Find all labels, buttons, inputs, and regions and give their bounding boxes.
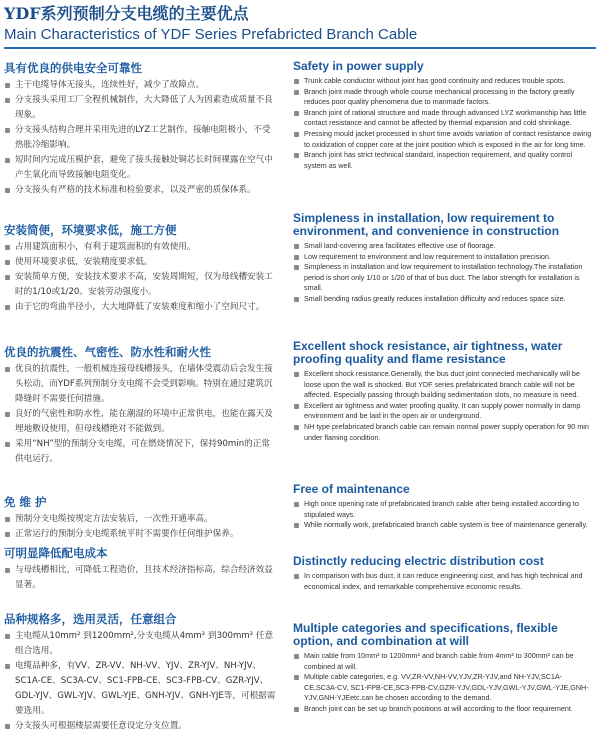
en-bullet-item: Main cable from 10mm² to 1200mm² and branch cable from 4mm² to 300mm² can be combined at will. xyxy=(293,651,595,672)
cn-section xyxy=(4,60,276,198)
cn-section xyxy=(4,344,276,467)
cn-section xyxy=(4,494,276,542)
en-bullet-item: Simpleness in installation and low requirement to installation technology.The installation period is short only 1/10 or 1/20 of that of bus duct. The labor strength for installation is small. xyxy=(293,262,595,294)
en-section-heading: Free of maintenance xyxy=(293,482,410,496)
en-section xyxy=(293,60,595,171)
en-section xyxy=(293,622,595,715)
en-bullet-item: Branch joint of rational structure and made through advanced LYZ workmanship has little contact resistance and cannot be affected by thermal expansion and cold shrinkage. xyxy=(293,108,595,129)
en-bullet-item: Trunk cable conductor without joint has good continuity and reduces trouble spots. xyxy=(293,76,595,87)
en-section-heading: Distinctly reducing electric distribution cost xyxy=(293,554,544,568)
en-bullet-item: Branch joint has strict technical standard, inspection requirement, and quality control system as well. xyxy=(293,150,595,171)
en-section-heading: Multiple categories and specifications, flexible option, and combination at will xyxy=(293,621,558,648)
cn-bullet-item: 与母线槽相比，可降低工程造价，且技术经济指标高，综合经济效益显著。 xyxy=(4,563,276,593)
en-section xyxy=(293,212,595,305)
en-section xyxy=(293,483,595,531)
cn-bullet-list xyxy=(4,629,276,734)
cn-bullet-item: 分支接头有严格的技术标准和检验要求，以及严密的质保体系。 xyxy=(4,183,276,198)
en-bullet-item: Excellent shock resistance.Generally, the bus duct joint connected mechanically will be loose upon the wall is shocked. But YDF series prefabricated branch cable will not be affected. Especially passing through building sedimentation slots, no measure is need. xyxy=(293,369,595,401)
en-bullet-item: In comparison with bus duct, it can reduce engineering cost, and has high technical and economical index, and remarkable comprehensive economic results. xyxy=(293,571,595,592)
cn-section-heading: 可明显降低配电成本 xyxy=(4,546,108,560)
cn-bullet-item: 分支接头结构合理并采用先进的LYZ工艺制作，接触电阻极小，不受热胀冷缩影响。 xyxy=(4,123,276,153)
en-bullet-item: Low requirement to environment and low requirement to installation precision. xyxy=(293,252,595,263)
cn-bullet-item: 短时间内完成压模护套，避免了接头接触处铜芯长时间裸露在空气中产生氧化而导致接触电阻变化。 xyxy=(4,153,276,183)
cn-bullet-list xyxy=(4,240,276,315)
cn-section-heading: 优良的抗震性、气密性、防水性和耐火性 xyxy=(4,345,211,359)
cn-section xyxy=(4,222,276,315)
cn-bullet-list xyxy=(4,78,276,198)
en-bullet-item: Branch joint can be set up branch positions at will according to the floor requirement. xyxy=(293,704,595,715)
cn-section-heading: 品种规格多，选用灵活，任意组合 xyxy=(4,612,177,626)
cn-bullet-item: 主干电缆导体无接头，连续性好，减少了故障点。 xyxy=(4,78,276,93)
en-bullet-item: Pressing mould jacket processed in short time avoids variation of contact resistance owing to oxidization of copper core at the joint position which is exposed in the air for long time. xyxy=(293,129,595,150)
cn-bullet-item: 使用环境要求低，安装精度要求低。 xyxy=(4,255,276,270)
en-bullet-item: While normally work, prefabricated branch cable system is free of maintenance generally. xyxy=(293,520,595,531)
en-bullet-list xyxy=(293,241,595,305)
en-bullet-list xyxy=(293,571,595,592)
cn-bullet-item: 采用“NH”型的预制分支电缆，可在燃烧情况下，保持90min的正常供电运行。 xyxy=(4,437,276,467)
en-bullet-list xyxy=(293,499,595,531)
en-section-heading: Simpleness in installation, low requirement to environment, and convenience in construction xyxy=(293,211,560,238)
cn-bullet-item: 分支接头可根据楼层需要任意设定分支位置。 xyxy=(4,719,276,734)
cn-bullet-item: 电缆品种多，有VV、ZR-VV、NH-VV、YJV、ZR-YJV、NH-YJV、SC1A-CE、SC3A-CV、SC1-FPB-CE、SC3-FPB-CV、GZR-YJV、GDL-YJV、GWL-YJV、GWL-YJE、GNH-YJV、GNH-YJE等，可根据需要选用。 xyxy=(4,659,276,719)
en-section-heading: Safety in power supply xyxy=(293,59,424,73)
cn-bullet-item: 占用建筑面积小，有利于建筑面积的有效使用。 xyxy=(4,240,276,255)
en-bullet-item: Excellent air tightness and water proofing quality. It can supply power normally in damp environment and be laid in the open air or underground. xyxy=(293,401,595,422)
en-bullet-item: Small land-covering area facilitates effective use of floorage. xyxy=(293,241,595,252)
page-header xyxy=(4,4,596,44)
en-section xyxy=(293,340,595,443)
en-section-heading: Excellent shock resistance, air tightness, water proofing quality and flame resistance xyxy=(293,339,563,366)
en-bullet-item: Small bending radius greatly reduces installation difficulty and reduces space size. xyxy=(293,294,595,305)
cn-bullet-list xyxy=(4,362,276,467)
en-bullet-list xyxy=(293,369,595,443)
cn-bullet-item: 预制分支电缆按规定方法安装后，一次性开通率高。 xyxy=(4,512,276,527)
cn-bullet-item: 分支接头采用工厂全程机械制作，大大降低了人为因素造成质量不良现象。 xyxy=(4,93,276,123)
cn-section-heading: 具有优良的供电安全可靠性 xyxy=(4,61,142,75)
cn-section xyxy=(4,545,276,593)
cn-section xyxy=(4,611,276,734)
cn-section-heading: 免 维 护 xyxy=(4,495,47,509)
cn-bullet-list xyxy=(4,563,276,593)
cn-bullet-item: 正常运行的预制分支电缆系统平时不需要作任何维护保养。 xyxy=(4,527,276,542)
cn-bullet-item: 优良的抗震性，一般机械连接母线槽接头，在墙体受震动后会发生接头松动，而YDF系列预制分支电缆不会受到影响。特别在通过建筑沉降缝时不需要任何措施。 xyxy=(4,362,276,407)
cn-bullet-item: 主电缆从10mm² 到1200mm²,分支电缆从4mm² 到300mm² 任意组合选用。 xyxy=(4,629,276,659)
page-title-english: Main Characteristics of YDF Series Prefabricted Branch Cable xyxy=(4,26,418,43)
en-bullet-item: NH type prefabricated branch cable can remain normal power supply operation for 90 min under flaming condition. xyxy=(293,422,595,443)
en-bullet-list xyxy=(293,651,595,715)
cn-bullet-item: 良好的气密性和防水性，能在潮湿的环境中正常供电，也能在露天及埋地敷设使用，但母线槽绝对不能做到。 xyxy=(4,407,276,437)
page-title-chinese: YDF系列预制分支电缆的主要优点 xyxy=(4,4,249,23)
cn-bullet-list xyxy=(4,512,276,542)
cn-bullet-item: 由于它的弯曲半径小，大大地降低了安装难度和缩小了空间尺寸。 xyxy=(4,300,276,315)
cn-bullet-item: 安装简单方便，安装技术要求不高，安装周期短，仅为母线槽安装工时的1/10或1/20。安装劳动强度小。 xyxy=(4,270,276,300)
en-section xyxy=(293,555,595,592)
en-bullet-item: Multiple cable categories, e.g. VV,ZR-VV,NH-VV,YJV,ZR-YJV,and NH-YJV,SC1A-CE,SC3A-CV, SC1-FPB-CE,SC3-FPB-CV,GZR-YJV,GDL-YJV,GWL-YJV,GWL-YJE,GNH-YJV,GNH-YJEetc.can be chosen according to the demand. xyxy=(293,672,595,704)
header-divider xyxy=(4,47,596,49)
en-bullet-list xyxy=(293,76,595,171)
cn-section-heading: 安装简便，环境要求低，施工方便 xyxy=(4,223,177,237)
en-bullet-item: High once opening rate of prefabricated branch cable after being installed according to stipulated ways. xyxy=(293,499,595,520)
en-bullet-item: Branch joint made through whole course mechanical processing in the factory greatly reduces poor quality phenomena due to manmade factors. xyxy=(293,87,595,108)
